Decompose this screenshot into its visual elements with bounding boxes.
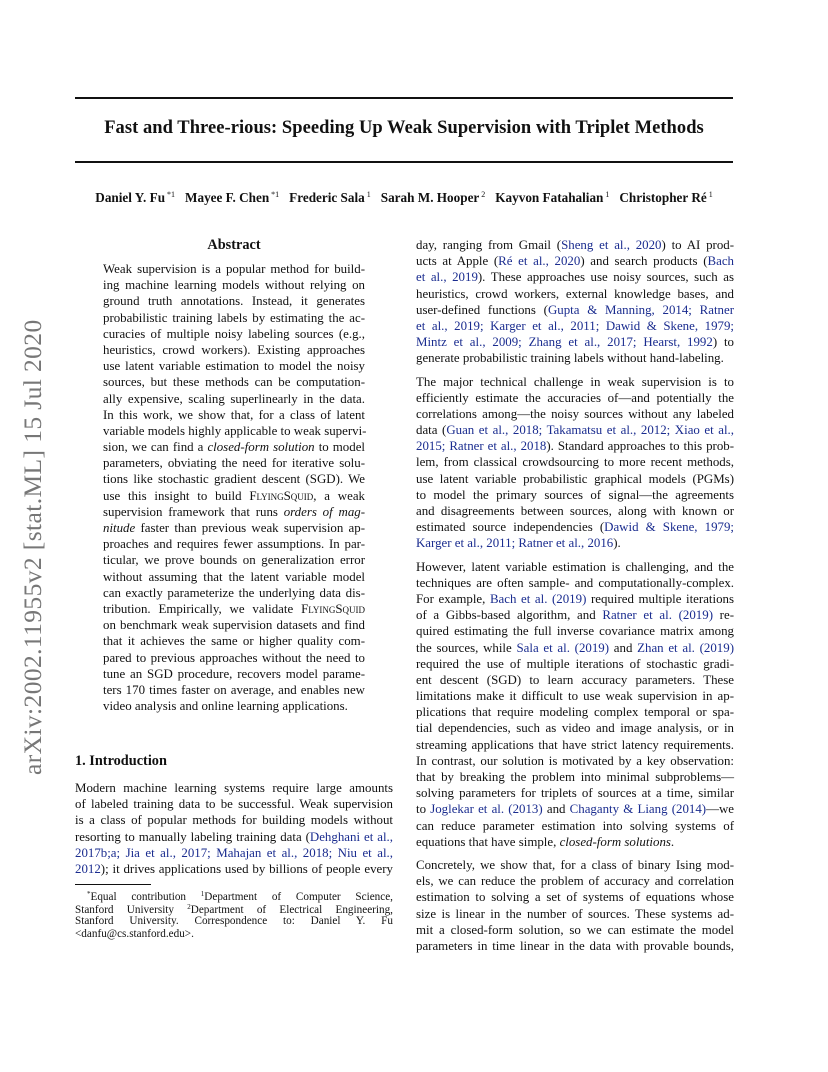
author xyxy=(185,190,279,205)
body-line xyxy=(416,535,734,551)
abstract-line: variable models highly applicable to weak supervi- xyxy=(103,423,367,438)
text: resorting to manually labeling training data ( xyxy=(75,829,310,844)
author xyxy=(495,190,609,205)
body-line xyxy=(416,438,734,454)
text: limitations make it difficult to use weak supervision in ap- xyxy=(416,689,734,704)
paragraph-gap xyxy=(416,552,734,559)
footnote-text: Department of Computer Science, xyxy=(204,891,393,903)
citation: Dawid & Skene, 1979; xyxy=(604,520,734,535)
citation: et al., 2019; Karger et al., 2011; Dawid & Skene, 1979; xyxy=(416,318,734,333)
abstract-line: on benchmark weak supervision datasets and find xyxy=(103,618,365,633)
abstract-emphasis: nitude xyxy=(103,521,136,535)
author-list xyxy=(75,190,733,206)
body-line xyxy=(416,519,734,535)
abstract-text: tribution. Empirically, we validate xyxy=(103,601,302,616)
footnote-mark: * xyxy=(87,890,91,898)
abstract-line: video analysis and online learning applications. xyxy=(103,699,348,714)
text: of labeled training data to be successful. Weak supervision xyxy=(75,797,393,812)
abstract-line: curacies of multiple noisy labeling sources (e.g., xyxy=(103,326,365,341)
abstract-line: ally expensive, scaling superlinearly in the data. xyxy=(103,391,365,406)
abstract-emphasis: FlyingSquid xyxy=(301,601,365,616)
author-name: Sarah M. Hooper xyxy=(380,190,480,205)
citation: et al., 2019 xyxy=(416,270,478,285)
abstract-line xyxy=(103,520,365,536)
body-line xyxy=(416,753,734,769)
text: and disagreements between sources, along with known or xyxy=(416,504,734,518)
footnote-line xyxy=(75,915,393,928)
citation: 2017b;a; Jia et al., 2017; Mahajan et al., 2018; Niu et al., xyxy=(75,845,393,860)
body-line xyxy=(416,334,734,350)
footnote xyxy=(75,888,393,941)
abstract-heading: Abstract xyxy=(207,237,261,253)
citation: Ratner et al. (2019) xyxy=(602,608,713,623)
text: parameters in time linear in the data with provable bounds, xyxy=(416,938,734,953)
abstract-text: , a weak xyxy=(313,488,366,503)
text: els, we can reduce the problem of accuracy and correlation xyxy=(416,874,734,889)
citation: Gupta & Manning, 2014; Ratner xyxy=(547,302,734,317)
text: estimation to solving a set of systems of equations whose xyxy=(416,890,734,905)
body-line xyxy=(416,575,734,591)
arxiv-side-identifier: arXiv:2002.11955v2 [stat.ML] 15 Jul 2020 xyxy=(18,319,47,775)
body-line xyxy=(416,704,734,720)
abstract-line: can exactly parameterize the underlying data dis- xyxy=(103,585,365,600)
text: ent descent (SGD) to learn accuracy parameters. These xyxy=(416,672,734,687)
citation: Chaganty & Liang (2014) xyxy=(569,802,707,817)
abstract-line: ticular, we prove bounds on generalization error xyxy=(103,553,365,568)
body-line xyxy=(416,286,734,302)
body-line xyxy=(416,640,734,656)
body-line xyxy=(416,503,734,519)
author-name: Mayee F. Chen xyxy=(185,190,270,205)
author-affiliation-mark: 1 xyxy=(708,190,713,199)
body-line xyxy=(416,720,734,736)
footnote-text: <danfu@cs.stanford.edu>. xyxy=(75,927,194,940)
author-affiliation-mark: 1 xyxy=(366,190,371,199)
citation: Dehghani et al., xyxy=(309,829,393,844)
abstract-line xyxy=(103,601,365,617)
text: required multiple iterations xyxy=(586,591,734,606)
body-line xyxy=(416,818,734,834)
author xyxy=(289,190,371,205)
text: . xyxy=(670,834,675,849)
body-line xyxy=(416,471,734,487)
abstract-line: use latent variable estimation to model the noisy xyxy=(103,359,365,374)
abstract-emphasis: FlyingSquid xyxy=(249,488,314,503)
body-line xyxy=(416,889,734,905)
paragraph-gap xyxy=(416,850,734,857)
text: heuristics, crowd workers, external knowledge bases, and xyxy=(416,286,734,301)
abstract-line: heuristics, crowd workers). Existing approaches xyxy=(103,342,365,357)
abstract-line: In this work, we show that, for a class of latent xyxy=(103,407,365,422)
body-line xyxy=(416,237,734,253)
abstract-text: supervision framework that runs xyxy=(103,504,284,519)
abstract-body xyxy=(103,261,365,714)
text: is a class of popular methods for building models without xyxy=(75,813,393,828)
text: to model the primary sources of signal—the agreements xyxy=(416,487,734,502)
body-line xyxy=(416,487,734,503)
text: of a Gibbs-based algorithm, and xyxy=(416,608,603,623)
abstract-text: sion, we can find a xyxy=(103,440,208,455)
body-line xyxy=(416,591,734,607)
body-line xyxy=(416,737,734,753)
citation: 2015; Ratner et al., 2018 xyxy=(416,439,547,454)
footnote-line xyxy=(75,901,393,917)
abstract-line: tune an SGD procedure, recovers model parame- xyxy=(103,666,365,681)
author-affiliation-mark: *1 xyxy=(167,190,176,199)
citation: Zhan et al. (2019) xyxy=(637,640,734,655)
abstract-line: pared to previous approaches without the need to xyxy=(103,650,365,665)
text: generate probabilistic training labels without hand-labeling. xyxy=(416,351,724,366)
text: ). xyxy=(613,536,621,551)
paragraph xyxy=(416,857,734,954)
body-line xyxy=(416,938,734,954)
footnote-mark: 2 xyxy=(187,903,191,912)
abstract-emphasis: closed-form solution xyxy=(207,440,315,455)
abstract-line: ground truth annotations. Instead, it generates xyxy=(103,294,365,309)
text: —we xyxy=(706,802,735,817)
text: that by breaking the problem into minimal subproblems— xyxy=(416,770,734,784)
text: ucts at Apple ( xyxy=(416,254,499,269)
citation: 2012 xyxy=(75,861,101,876)
author xyxy=(381,190,486,205)
intro-line xyxy=(75,845,393,861)
text: estimated source independencies ( xyxy=(416,520,605,535)
body-line xyxy=(416,559,734,575)
text: day, ranging from Gmail ( xyxy=(416,238,562,252)
text: For example, xyxy=(416,591,490,606)
author-name: Christopher Ré xyxy=(619,190,707,205)
text: efficiently estimate the accuracies of—and potentially the xyxy=(416,390,734,405)
intro-line xyxy=(75,780,393,796)
intro-line xyxy=(75,796,393,812)
body-line xyxy=(416,318,734,334)
body-line xyxy=(416,406,734,422)
text: use latent variable probabilistic graphical models (PGMs) xyxy=(416,471,734,486)
paper-title: Fast and Three-rious: Speeding Up Weak Supervision with Triplet Methods xyxy=(104,118,704,138)
body-line xyxy=(416,269,734,285)
text: the sources, while xyxy=(416,640,517,655)
author xyxy=(619,190,712,205)
text: re- xyxy=(712,608,734,623)
text: Modern machine learning systems require large amounts xyxy=(75,781,393,795)
citation: Ré et al., 2020 xyxy=(498,254,581,269)
abstract-line: proaches and requires fewer assumptions. In par- xyxy=(103,537,365,552)
paragraph xyxy=(416,559,734,850)
body-line xyxy=(416,688,734,704)
text: solving parameters for triplets of sources at a time, similar xyxy=(416,786,734,801)
text: lem, from classical crowdsourcing to more recent methods, xyxy=(416,455,734,470)
citation: Sheng et al., 2020 xyxy=(561,238,662,252)
text: to xyxy=(416,802,431,817)
abstract-line: sources, but these methods can be computation- xyxy=(103,375,365,390)
footnote-rule xyxy=(75,884,151,885)
text: streaming applications that have strict latency requirements. xyxy=(416,737,734,752)
body-line xyxy=(416,302,734,318)
emphasis: closed-form solutions xyxy=(559,834,671,849)
abstract-line xyxy=(103,504,365,520)
text: ) and search products ( xyxy=(580,254,708,269)
body-line xyxy=(416,374,734,390)
text: and xyxy=(609,640,638,655)
author-name: Daniel Y. Fu xyxy=(95,190,166,205)
abstract-line: probabilistic training labels by estimating the ac- xyxy=(103,310,365,325)
title-top-rule xyxy=(75,97,733,99)
body-line xyxy=(416,656,734,672)
author-name: Kayvon Fatahalian xyxy=(495,190,604,205)
body-line xyxy=(416,350,734,366)
text: required the use of multiple iterations of stochastic gradi- xyxy=(416,656,734,671)
footnote-text: Department of Electrical Engineering, xyxy=(190,904,393,917)
abstract-line: Weak supervision is a popular method for build- xyxy=(103,262,365,276)
author-affiliation-mark: *1 xyxy=(271,190,280,199)
abstract-line: tions like stochastic gradient descent (SGD). We xyxy=(103,472,365,487)
text: plications that require modeling complex temporal or spa- xyxy=(416,705,734,720)
body-line xyxy=(416,857,734,873)
footnote-line xyxy=(75,888,393,901)
text: mit a closed-form solution, so we can estimate the model xyxy=(416,922,734,937)
abstract-line: parameters, obviating the need for iterative solu- xyxy=(103,456,365,471)
section-heading-introduction: 1. Introduction xyxy=(75,753,167,769)
citation: Karger et al., 2011; Ratner et al., 2016 xyxy=(416,536,614,551)
text: ) to AI prod- xyxy=(661,238,734,252)
text: correlations among—the noisy sources without any labeled xyxy=(416,406,734,421)
abstract-text: faster than previous weak supervision ap- xyxy=(135,521,365,535)
text: In contrast, our solution is motivated by a key observation: xyxy=(416,753,734,768)
paragraph xyxy=(416,237,734,367)
citation: Bach et al. (2019) xyxy=(489,591,587,606)
text: techniques are often sample- and computationally-complex. xyxy=(416,575,734,590)
paragraph xyxy=(416,374,734,552)
author-name: Frederic Sala xyxy=(289,190,365,205)
body-line xyxy=(416,390,734,406)
text: quired estimating the full inverse covariance matrix among xyxy=(416,624,734,639)
right-column-body xyxy=(416,237,734,954)
abstract-line xyxy=(103,439,365,455)
text: The major technical challenge in weak supervision is to xyxy=(416,374,734,389)
author-affiliation-mark: 1 xyxy=(605,190,610,199)
body-line xyxy=(416,422,734,438)
text: tial dependencies, such as video and image analysis, or in xyxy=(416,721,734,736)
footnote-mark: 1 xyxy=(200,890,205,898)
citation: Mintz et al., 2009; Zhang et al., 2017; Hearst, 1992 xyxy=(416,335,713,350)
abstract-line: without assuming that the latent variable model xyxy=(103,569,365,584)
text: can reduce parameter estimation into solving systems of xyxy=(416,818,734,833)
text: user-defined functions ( xyxy=(416,302,548,317)
body-line xyxy=(416,873,734,889)
abstract-line: ters 170 times faster on average, and enables new xyxy=(103,682,365,697)
author-affiliation-mark: 2 xyxy=(481,190,486,199)
body-line xyxy=(416,801,734,817)
text: However, latent variable estimation is challenging, and the xyxy=(416,559,734,574)
title-bottom-rule xyxy=(75,161,733,163)
footnote-text: Stanford University xyxy=(75,904,188,917)
text: data ( xyxy=(416,423,447,438)
text: ) to xyxy=(712,335,734,350)
citation: Joglekar et al. (2013) xyxy=(430,802,543,817)
abstract-emphasis: orders of mag- xyxy=(283,504,365,519)
text: size is linear in the number of sources. These systems ad- xyxy=(416,906,734,921)
abstract-text: to model xyxy=(314,440,365,455)
abstract-line: that it achieves the same or higher quality com- xyxy=(103,634,365,649)
intro-line xyxy=(75,812,393,828)
introduction-body xyxy=(75,780,393,877)
author xyxy=(95,190,175,205)
text: ). Standard approaches to this prob- xyxy=(546,439,734,454)
body-line xyxy=(416,253,734,269)
text: and xyxy=(542,802,570,817)
body-line xyxy=(416,607,734,623)
intro-line xyxy=(75,829,393,845)
body-line xyxy=(416,922,734,938)
footnote-text: Stanford University. Correspondence to: Daniel Y. Fu xyxy=(75,914,393,927)
abstract-line: ing machine learning models without relying on xyxy=(103,278,365,293)
intro-line xyxy=(75,861,393,877)
body-line xyxy=(416,834,734,850)
text: equations that have simple, xyxy=(416,834,560,849)
body-line xyxy=(416,623,734,639)
text: ); it drives applications used by billions of people every xyxy=(100,861,393,876)
citation: Guan et al., 2018; Takamatsu et al., 2012; Xiao et al., xyxy=(446,423,734,438)
footnote-line xyxy=(75,928,393,941)
abstract-line xyxy=(103,488,365,504)
body-line xyxy=(416,906,734,922)
footnote-text: Equal contribution xyxy=(90,891,201,903)
citation: Sala et al. (2019) xyxy=(516,640,610,655)
body-line xyxy=(416,769,734,785)
text: Concretely, we show that, for a class of binary Ising mod- xyxy=(416,857,734,872)
body-line xyxy=(416,454,734,470)
body-line xyxy=(416,785,734,801)
citation: Bach xyxy=(707,254,734,269)
text: ). These approaches use noisy sources, such as xyxy=(477,270,734,285)
abstract-text: use this insight to build xyxy=(103,488,250,503)
body-line xyxy=(416,672,734,688)
paragraph-gap xyxy=(416,367,734,374)
